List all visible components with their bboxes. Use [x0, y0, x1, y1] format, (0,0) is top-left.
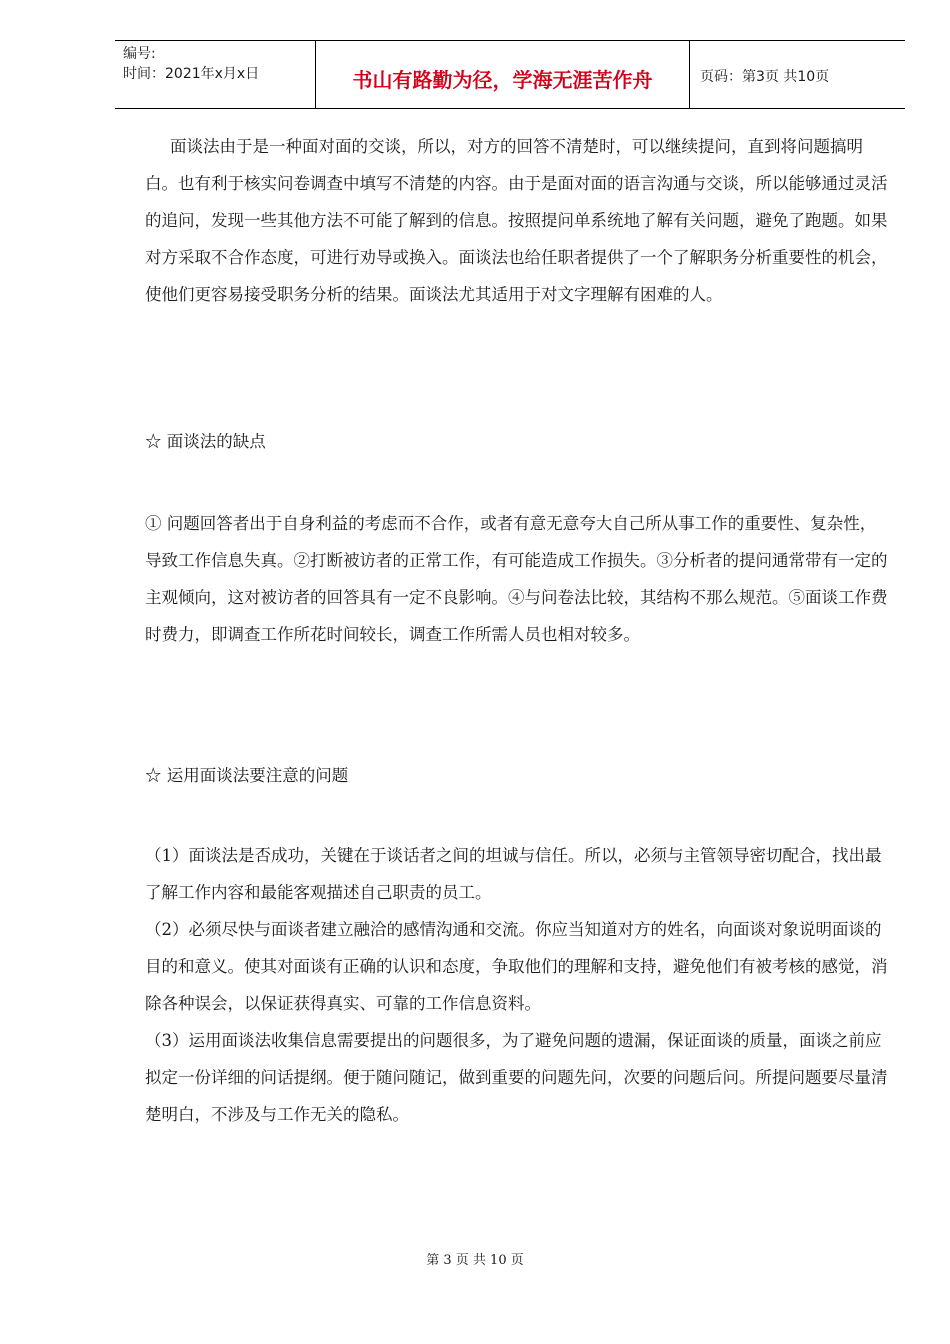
notes-heading-block [145, 765, 890, 787]
page-header [115, 40, 905, 109]
document-time-label: 时间：2021年x月x日 [123, 66, 260, 82]
header-motto: 书山有路勤为径，学海无涯苦作舟 [352, 68, 653, 92]
header-page-info: 页码：第3页 共10页 [700, 69, 830, 85]
note-item-1: （1）面谈法是否成功，关键在于谈话者之间的坦诚与信任。所以，必须与主管领导密切配合，找出最了解工作内容和最能客观描述自己职责的员工。 [145, 846, 882, 902]
note-item-2: （2）必须尽快与面谈者建立融洽的感情沟通和交流。你应当知道对方的姓名，向面谈对象说明面谈的目的和意义。使其对面谈有正确的认识和态度，争取他们的理解和支持，避免他们有被考核的感觉，消除各种误会，以保证获得真实、可靠的工作信息资料。 [145, 920, 888, 1013]
intro-section [145, 128, 890, 313]
notes-section [145, 837, 890, 1133]
note-item-3: （3）运用面谈法收集信息需要提出的问题很多，为了避免问题的遗漏，保证面谈的质量，面谈之前应拟定一份详细的问话提纲。便于随问随记，做到重要的问题先问，次要的问题后问。所提问题要尽量清楚明白，不涉及与工作无关的隐私。 [145, 1031, 888, 1124]
disadvantages-section [145, 505, 890, 653]
disadvantages-heading: ☆ 面谈法的缺点 [145, 432, 266, 451]
header-page-cell [690, 41, 905, 108]
document-number-label: 编号: [123, 46, 156, 62]
header-motto-cell [316, 41, 690, 108]
header-meta-cell [115, 41, 316, 108]
disadvantages-paragraph: ① 问题回答者出于自身利益的考虑而不合作，或者有意无意夸大自己所从事工作的重要性、复杂性，导致工作信息失真。②打断被访者的正常工作，有可能造成工作损失。③分析者的提问通常带有一定的主观倾向，这对被访者的回答具有一定不良影响。④与问卷法比较，其结构不那么规范。⑤面谈工作费时费力，即调查工作所花时间较长，调查工作所需人员也相对较多。 [145, 514, 888, 644]
page-footer: 第 3 页 共 10 页 [426, 1253, 524, 1268]
disadvantages-heading-block [145, 431, 890, 453]
intro-paragraph: 面谈法由于是一种面对面的交谈，所以，对方的回答不清楚时，可以继续提问，直到将问题搞明白。也有利于核实问卷调查中填写不清楚的内容。由于是面对面的语言沟通与交谈，所以能够通过灵活的追问，发现一些其他方法不可能了解到的信息。按照提问单系统地了解有关问题，避免了跑题。如果对方采取不合作态度，可进行劝导或换入。面谈法也给任职者提供了一个了解职务分析重要性的机会，使他们更容易接受职务分析的结果。面谈法尤其适用于对文字理解有困难的人。 [145, 137, 888, 304]
notes-heading: ☆ 运用面谈法要注意的问题 [145, 766, 349, 785]
